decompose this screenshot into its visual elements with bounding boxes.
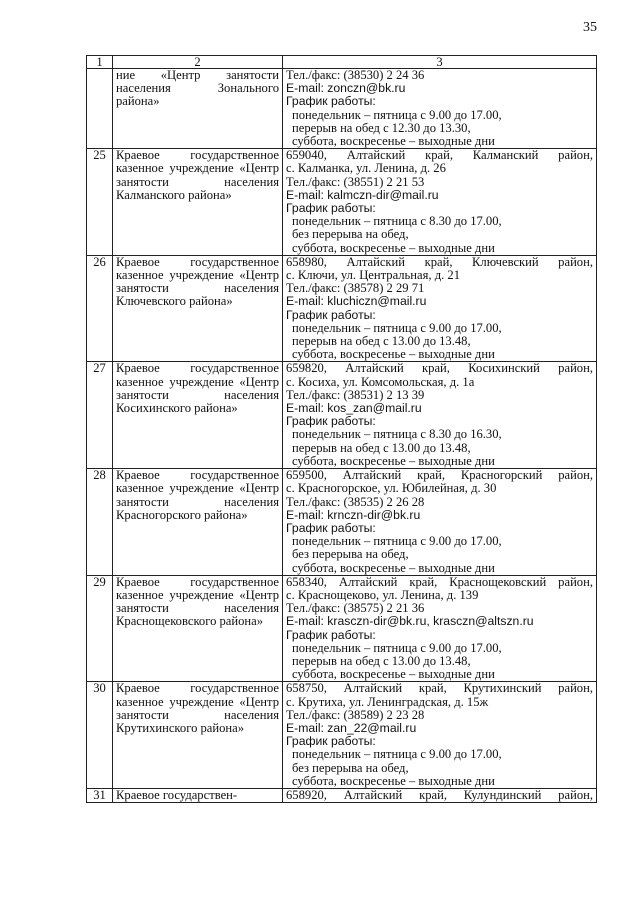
- organization-name: Краевое государственное казенное учреждение «Центр занятости населения Калманского района»: [116, 148, 279, 202]
- row-number: 27: [87, 362, 113, 469]
- row-number: 26: [87, 255, 113, 362]
- column-header-2: 2: [113, 56, 283, 69]
- contact-info-line: понедельник – пятница с 8.30 до 16.30,: [292, 427, 502, 442]
- contact-info-line: суббота, воскресенье – выходные дни: [292, 667, 495, 682]
- table-row: [87, 149, 597, 256]
- contact-info-line: с. Красногорское, ул. Юбилейная, д. 30: [286, 481, 497, 496]
- contact-info-line: Тел./факс: (38531) 2 13 39: [286, 387, 425, 402]
- contact-info-line: 659820, Алтайский край, Косихинский район,: [286, 361, 593, 376]
- contact-info-line: 658980, Алтайский край, Ключевский район,: [286, 254, 593, 269]
- contact-info-line: 659040, Алтайский край, Калманский район,: [286, 148, 593, 163]
- contact-info-cell: [283, 255, 597, 362]
- contact-info-line: понедельник – пятница с 9.00 до 17.00,: [292, 107, 502, 122]
- table-row: [87, 362, 597, 469]
- row-number: 28: [87, 469, 113, 576]
- column-header-3: 3: [283, 56, 597, 69]
- contact-info-line: перерыв на обед с 13.00 до 13.48,: [292, 440, 471, 455]
- contact-info-cell: [283, 682, 597, 789]
- column-header-1: 1: [87, 56, 113, 69]
- table-row: [87, 469, 597, 576]
- contact-info-line: понедельник – пятница с 8.30 до 17.00,: [292, 214, 502, 229]
- contact-info-line: с. Ключи, ул. Центральная, д. 21: [286, 268, 461, 283]
- table-row: [87, 575, 597, 682]
- contact-info-line: Тел./факс: (38589) 2 23 28: [286, 707, 425, 722]
- contact-info-line: График работы:: [286, 414, 376, 429]
- contact-info-line: с. Краснощеково, ул. Ленина, д. 139: [286, 587, 479, 602]
- contact-info-cell: [283, 69, 597, 149]
- organization-cell: [113, 255, 283, 362]
- contact-info-line: суббота, воскресенье – выходные дни: [292, 453, 495, 468]
- organization-cell: [113, 469, 283, 576]
- contact-info-line: График работы:: [286, 734, 376, 749]
- table-row: [87, 69, 597, 149]
- organization-cell: [113, 788, 283, 802]
- table-row: [87, 788, 597, 802]
- contact-info-line: E-mail: zonczn@bk.ru: [286, 81, 406, 96]
- contact-info-line: E-mail: krnczn-dir@bk.ru: [286, 507, 421, 522]
- contact-info-line: График работы:: [286, 307, 376, 322]
- organization-cell: [113, 362, 283, 469]
- contact-info-line: Тел./факс: (38551) 2 21 53: [286, 174, 425, 189]
- contact-info-line: с. Крутиха, ул. Ленинградская, д. 15ж: [286, 694, 489, 709]
- table-body: [87, 69, 597, 803]
- organization-name: Краевое государствен-: [116, 787, 238, 802]
- organization-cell: [113, 69, 283, 149]
- table-row: [87, 682, 597, 789]
- contact-info-line: суббота, воскресенье – выходные дни: [292, 347, 495, 362]
- contact-info-line: перерыв на обед с 12.30 до 13.30,: [292, 120, 471, 135]
- contact-info-line: Тел./факс: (38575) 2 21 36: [286, 601, 425, 616]
- contact-info-cell: [283, 362, 597, 469]
- row-number: [87, 69, 113, 149]
- contact-info-line: без перерыва на обед,: [292, 227, 409, 242]
- organization-cell: [113, 575, 283, 682]
- organization-cell: [113, 149, 283, 256]
- row-number: 25: [87, 149, 113, 256]
- row-number: 29: [87, 575, 113, 682]
- contact-info-line: понедельник – пятница с 9.00 до 17.00,: [292, 320, 502, 335]
- contact-info-line: суббота, воскресенье – выходные дни: [292, 560, 495, 575]
- row-number: 30: [87, 682, 113, 789]
- organization-name: ние «Центр занятости населения Зонального района»: [116, 68, 279, 109]
- organization-name: Краевое государственное казенное учреждение «Центр занятости населения Косихинского района»: [116, 361, 279, 416]
- contact-info-line: с. Калманка, ул. Ленина, д. 26: [286, 161, 446, 176]
- contact-info-line: понедельник – пятница с 9.00 до 17.00,: [292, 640, 502, 655]
- contact-info-line: понедельник – пятница с 9.00 до 17.00,: [292, 747, 502, 762]
- contact-info-line: понедельник – пятница с 9.00 до 17.00,: [292, 534, 502, 549]
- table-row: [87, 255, 597, 362]
- organization-name: Краевое государственное казенное учреждение «Центр занятости населения Ключевского района»: [116, 254, 279, 309]
- offices-table: [86, 55, 597, 803]
- contact-info-line: График работы:: [286, 94, 376, 109]
- contact-info-line: перерыв на обед с 13.00 до 13.48,: [292, 334, 471, 349]
- organization-name: Краевое государственное казенное учреждение «Центр занятости населения Крутихинского района»: [116, 681, 279, 735]
- organization-name: Краевое государственное казенное учреждение «Центр занятости населения Краснощековского района»: [116, 574, 279, 629]
- contact-info-line: без перерыва на обед,: [292, 547, 409, 562]
- contact-info-line: E-mail: kos_zan@mail.ru: [286, 401, 422, 416]
- contact-info-line: E-mail: zan_22@mail.ru: [286, 720, 417, 735]
- contact-info-cell: [283, 788, 597, 802]
- contact-info-line: 659500, Алтайский край, Красногорский район,: [286, 468, 593, 483]
- contact-info-cell: [283, 469, 597, 576]
- contact-info-line: без перерыва на обед,: [292, 760, 409, 775]
- contact-info-line: 658340, Алтайский край, Краснощековский район,: [286, 574, 593, 589]
- contact-info-line: E-mail: kluchiczn@mail.ru: [286, 294, 427, 309]
- contact-info-line: 658750, Алтайский край, Крутихинский район,: [286, 681, 593, 696]
- contact-info-line: 658920, Алтайский край, Кулундинский район,: [286, 787, 593, 802]
- contact-info-line: График работы:: [286, 201, 376, 216]
- contact-info-cell: [283, 149, 597, 256]
- contact-info-cell: [283, 575, 597, 682]
- page-number: 35: [583, 20, 597, 35]
- contact-info-line: E-mail: krasczn-dir@bk.ru, krasczn@altszn.ru: [286, 614, 534, 629]
- contact-info-line: Тел./факс: (38578) 2 29 71: [286, 281, 425, 296]
- table-header-row: [87, 56, 597, 69]
- contact-info-line: с. Косиха, ул. Комсомольская, д. 1а: [286, 374, 475, 389]
- contact-info-line: суббота, воскресенье – выходные дни: [292, 134, 495, 149]
- organization-name: Краевое государственное казенное учреждение «Центр занятости населения Красногорского района»: [116, 468, 279, 522]
- contact-info-line: График работы:: [286, 520, 376, 535]
- contact-info-line: Тел./факс: (38530) 2 24 36: [286, 68, 425, 82]
- contact-info-line: E-mail: kalmczn-dir@mail.ru: [286, 187, 439, 202]
- contact-info-line: График работы:: [286, 627, 376, 642]
- contact-info-line: суббота, воскресенье – выходные дни: [292, 240, 495, 255]
- contact-info-line: перерыв на обед с 13.00 до 13.48,: [292, 653, 471, 668]
- organization-cell: [113, 682, 283, 789]
- contact-info-line: Тел./факс: (38535) 2 26 28: [286, 494, 425, 509]
- row-number: 31: [87, 788, 113, 802]
- contact-info-line: суббота, воскресенье – выходные дни: [292, 773, 495, 788]
